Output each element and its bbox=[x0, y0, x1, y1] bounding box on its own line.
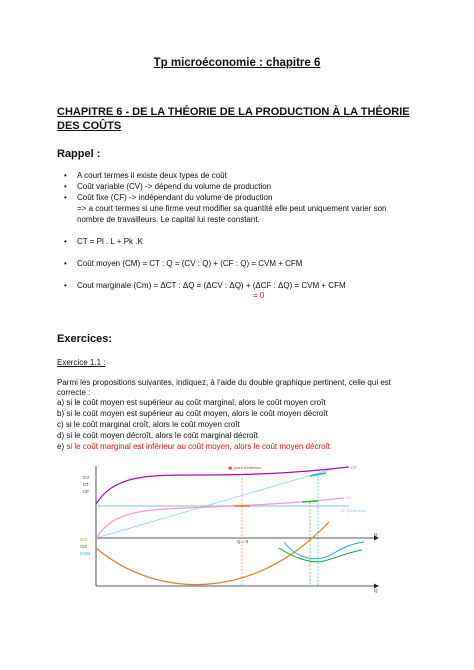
inflection-star: ✱ bbox=[228, 466, 233, 472]
ct-curve bbox=[96, 467, 349, 504]
upper-axis-label-cv: CV bbox=[83, 475, 90, 480]
cm-curve bbox=[96, 522, 329, 585]
option-e-prefix: e) bbox=[57, 442, 67, 451]
option-c: c) si le coût marginal croît, alors le coût moyen croît bbox=[57, 420, 240, 429]
bullet-dot: • bbox=[64, 171, 67, 180]
exercise-intro: correcte : bbox=[57, 388, 91, 397]
chapter-title: CHAPITRE 6 - DE LA THÉORIE DE LA PRODUCTION À LA THÉORIE DES COÛTS bbox=[57, 106, 410, 132]
bullet-dot: • bbox=[64, 193, 67, 202]
option-b: b) si le coût moyen est supérieur au coût moyen, alors le coût moyen décroît bbox=[57, 409, 328, 418]
formula-ct: CT = Pl . L + Pk .K bbox=[77, 237, 143, 246]
bullet-dot: • bbox=[64, 281, 67, 290]
bullet-dot: • bbox=[64, 237, 67, 246]
inflection-label: point d'inflexion bbox=[234, 465, 262, 470]
cf-curve-label: CF (invariable) bbox=[340, 508, 367, 513]
formula-cm: Coût moyen (CM) = CT : Q = (CV : Q) + (CF : Q) = CVM + CFM bbox=[77, 259, 303, 268]
upper-axis-label-ct: CT bbox=[83, 482, 89, 487]
rappel-item: Coût variable (CV) -> dépend du volume de production bbox=[77, 182, 272, 191]
upper-axis-label-cf: CF bbox=[83, 489, 89, 494]
rappel-item: Coût fixe (CF) -> indépendant du volume de production bbox=[77, 193, 273, 202]
cv-curve bbox=[96, 498, 344, 538]
document-title: Tp microéconomie : chapitre 6 bbox=[153, 57, 321, 69]
cv-curve-label: CV bbox=[346, 495, 352, 500]
option-e-answer: si le coût marginal est inférieur au coût moyen, alors le coût moyen décroît bbox=[66, 442, 331, 451]
bullet-dot: • bbox=[64, 259, 67, 268]
formula-zero-note: = 0 bbox=[253, 291, 265, 300]
lower-axis-label-cm: Cm bbox=[80, 537, 87, 542]
q-axis-label-lower: Q bbox=[374, 588, 378, 593]
q-axis-label-upper: Q bbox=[374, 532, 378, 537]
tangent-ray bbox=[96, 468, 336, 538]
rappel-item: A court termes il existe deux types de coût bbox=[77, 171, 227, 180]
rappel-heading: Rappel : bbox=[57, 148, 101, 160]
rappel-item: nombre de travailleurs. Le capital lui reste constant. bbox=[77, 215, 260, 224]
option-d: d) si le coût moyen décroît, alors le coût marginal décroît bbox=[57, 431, 258, 440]
rappel-item: => a court termes si une firme veut modifier sa quantité elle peut uniquement varier son bbox=[77, 204, 387, 213]
exercise-intro: Parmi les propositions suivantes, indiquez, à l’aide du double graphique pertinent, celle qui est bbox=[57, 378, 391, 387]
lower-axis-label-cvm: CVM bbox=[80, 551, 90, 556]
formula-cmarg: Cout marginale (Cm) = ΔCT : ΔQ = (ΔCV : ΔQ) + (ΔCF : ΔQ) = CVM + CFM bbox=[77, 281, 346, 290]
q-zero-label: Q = 0 bbox=[237, 539, 249, 544]
option-e bbox=[57, 442, 330, 452]
accent-green-mark bbox=[302, 501, 318, 502]
bullet-dot: • bbox=[64, 182, 67, 191]
cost-curves-graph bbox=[74, 458, 394, 608]
lower-axis-label-cmoy: CM bbox=[80, 544, 87, 549]
exercices-heading: Exercices: bbox=[57, 333, 113, 345]
exercise-label: Exercice 1.1 : bbox=[57, 358, 106, 367]
option-a: a) si le coût moyen est supérieur au coût marginal, alors le coût moyen croît bbox=[57, 398, 326, 407]
ct-curve-label: CT bbox=[351, 465, 357, 470]
